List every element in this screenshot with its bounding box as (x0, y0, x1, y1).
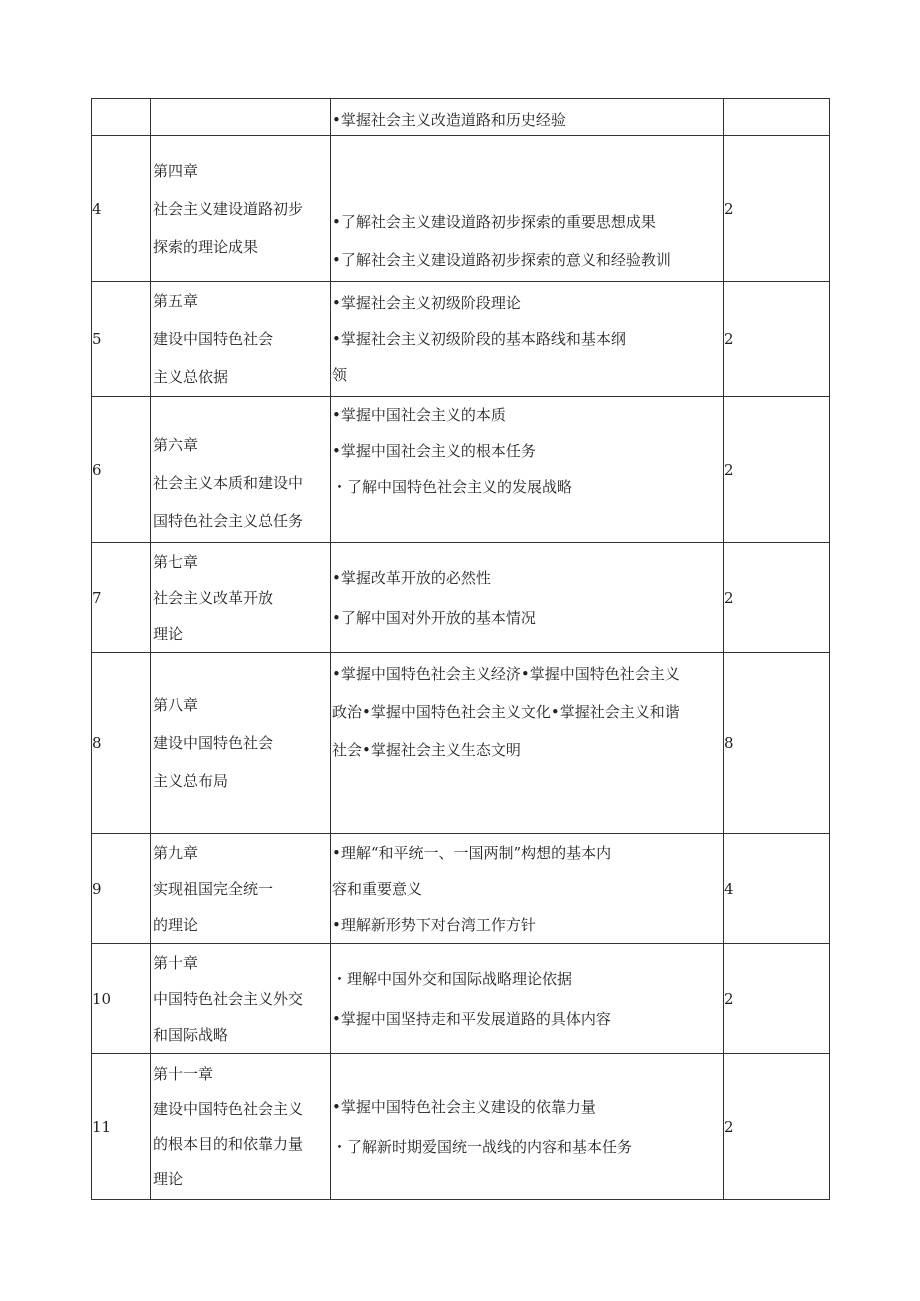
objectives-cell (331, 653, 724, 834)
objective-line: •掌握中国特色社会主义建设的依靠力量 (332, 1097, 596, 1116)
chapter-number-cell: 10 (92, 944, 151, 1054)
chapter-number-cell: 9 (92, 834, 151, 944)
objective-line: 政治•掌握中国特色社会主义文化•掌握社会主义和谐 (332, 703, 680, 721)
chapter-title-line: 建设中国特色社会 (153, 734, 274, 752)
chapter-title-line: 建设中国特色社会主义 (153, 1099, 304, 1118)
chapter-title-line: 主义总依据 (153, 368, 229, 386)
objective-line: •掌握社会主义改造道路和历史经验 (332, 111, 566, 129)
chapter-title-cell (151, 543, 331, 653)
chapter-title-cell (151, 282, 331, 397)
objective-line: •掌握中国社会主义的根本任务 (332, 442, 536, 460)
objective-line: •掌握改革开放的必然性 (332, 568, 491, 587)
chapter-title-cell (151, 136, 331, 282)
objective-line: •掌握社会主义初级阶段理论 (332, 294, 521, 312)
objective-line: ・了解新时期爱国统一战线的内容和基本任务 (332, 1137, 633, 1156)
hours-cell: 2 (724, 944, 830, 1054)
chapter-title-line: 国特色社会主义总任务 (153, 512, 304, 530)
table-row (92, 136, 830, 282)
chapter-title-line: 第四章 (153, 161, 199, 180)
objectives-cell (331, 282, 724, 397)
chapter-title-line: 主义总布局 (153, 772, 229, 790)
chapter-title-line: 建设中国特色社会 (153, 330, 274, 348)
chapter-title-cell (151, 653, 331, 834)
table-row (92, 653, 830, 834)
objective-line: 社会•掌握社会主义生态文明 (332, 741, 521, 759)
chapter-title-line: 第七章 (153, 552, 199, 571)
chapter-number-cell: 6 (92, 397, 151, 543)
chapter-title-line: 社会主义本质和建设中 (153, 474, 304, 492)
table-row (92, 99, 830, 136)
chapter-number-cell: 5 (92, 282, 151, 397)
objectives-cell (331, 543, 724, 653)
hours-cell: 2 (724, 282, 830, 397)
table-row (92, 944, 830, 1054)
hours-cell: 2 (724, 1054, 830, 1200)
chapter-title-line: 社会主义改革开放 (153, 588, 274, 607)
chapter-title-line: 第九章 (153, 843, 199, 862)
chapter-number-cell (92, 99, 151, 136)
chapter-title-line: 探索的理论成果 (153, 237, 259, 256)
hours-cell: 4 (724, 834, 830, 944)
objective-line: •了解社会主义建设道路初步探索的重要思想成果 (332, 213, 656, 231)
objective-line: 领 (332, 366, 348, 384)
chapter-title-line: 第五章 (153, 292, 199, 310)
table-row (92, 397, 830, 543)
chapter-title-line: 理论 (153, 1169, 184, 1188)
objectives-cell (331, 99, 724, 136)
objectives-cell (331, 136, 724, 282)
hours-cell: 2 (724, 543, 830, 653)
hours-cell: 2 (724, 136, 830, 282)
objectives-cell (331, 944, 724, 1054)
hours-cell (724, 99, 830, 136)
chapter-title-cell (151, 834, 331, 944)
chapter-title-line: 第六章 (153, 436, 199, 454)
chapter-number-cell: 7 (92, 543, 151, 653)
chapter-title-line: 的理论 (153, 915, 199, 934)
chapter-title-line: 社会主义建设道路初步 (153, 199, 304, 218)
objective-line: •掌握中国社会主义的本质 (332, 406, 506, 424)
table-row (92, 282, 830, 397)
chapter-number-cell: 11 (92, 1054, 151, 1200)
chapter-title-line: 理论 (153, 624, 184, 643)
table-row (92, 834, 830, 944)
objective-line: •了解社会主义建设道路初步探索的意义和经验教训 (332, 251, 671, 269)
chapter-title-line: 的根本目的和依靠力量 (153, 1134, 304, 1153)
syllabus-table (91, 98, 830, 1200)
chapter-title-line: 中国特色社会主义外交 (153, 989, 304, 1008)
table-row (92, 1054, 830, 1200)
objective-line: •理解新形势下对台湾工作方针 (332, 915, 536, 934)
objectives-cell (331, 834, 724, 944)
chapter-title-line: 第八章 (153, 696, 199, 714)
objectives-cell (331, 397, 724, 543)
table-row (92, 543, 830, 653)
chapter-title-cell (151, 99, 331, 136)
chapter-title-cell (151, 397, 331, 543)
chapter-number-cell: 4 (92, 136, 151, 282)
objective-line: •掌握中国特色社会主义经济•掌握中国特色社会主义 (332, 665, 680, 683)
chapter-number-cell: 8 (92, 653, 151, 834)
objective-line: •掌握社会主义初级阶段的基本路线和基本纲 (332, 330, 626, 348)
objective-line: 容和重要意义 (332, 879, 423, 898)
chapter-title-line: 实现祖国完全统一 (153, 879, 274, 898)
chapter-title-line: 第十章 (153, 953, 199, 972)
chapter-title-cell (151, 1054, 331, 1200)
objective-line: ・理解中国外交和国际战略理论依据 (332, 969, 573, 988)
objective-line: •理解“和平统一、一国两制”构想的基本内 (332, 843, 612, 862)
chapter-title-line: 和国际战略 (153, 1025, 229, 1044)
objective-line: ・了解中国特色社会主义的发展战略 (332, 478, 573, 496)
chapter-title-line: 第十一章 (153, 1064, 214, 1083)
objectives-cell (331, 1054, 724, 1200)
hours-cell: 8 (724, 653, 830, 834)
objective-line: •了解中国对外开放的基本情况 (332, 608, 536, 627)
objective-line: •掌握中国坚持走和平发展道路的具体内容 (332, 1009, 611, 1028)
hours-cell: 2 (724, 397, 830, 543)
chapter-title-cell (151, 944, 331, 1054)
